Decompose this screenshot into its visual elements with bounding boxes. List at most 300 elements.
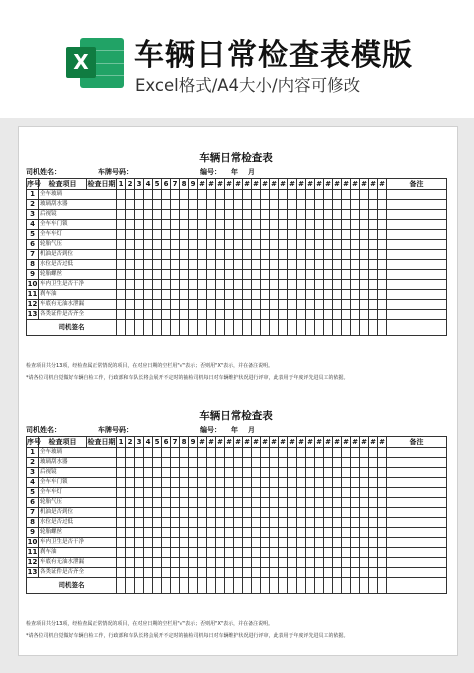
check-cell[interactable] [153, 310, 162, 320]
signature-cell[interactable] [234, 320, 243, 336]
check-cell[interactable] [135, 568, 144, 578]
check-cell[interactable] [189, 280, 198, 290]
check-cell[interactable] [144, 508, 153, 518]
check-cell[interactable] [234, 220, 243, 230]
check-cell[interactable] [315, 568, 324, 578]
check-cell[interactable] [333, 518, 342, 528]
check-cell[interactable] [252, 230, 261, 240]
check-cell[interactable] [216, 568, 225, 578]
check-cell[interactable] [342, 548, 351, 558]
check-cell[interactable] [126, 230, 135, 240]
check-cell[interactable] [225, 468, 234, 478]
check-cell[interactable] [144, 548, 153, 558]
check-cell[interactable] [171, 568, 180, 578]
check-cell[interactable] [252, 548, 261, 558]
check-cell[interactable] [207, 300, 216, 310]
check-cell[interactable] [243, 528, 252, 538]
check-cell[interactable] [207, 210, 216, 220]
check-cell[interactable] [315, 190, 324, 200]
check-cell[interactable] [171, 458, 180, 468]
check-cell[interactable] [180, 548, 189, 558]
check-cell[interactable] [171, 280, 180, 290]
check-cell[interactable] [261, 518, 270, 528]
check-cell[interactable] [243, 230, 252, 240]
check-cell[interactable] [243, 488, 252, 498]
check-cell[interactable] [279, 528, 288, 538]
check-cell[interactable] [342, 300, 351, 310]
check-cell[interactable] [198, 498, 207, 508]
check-cell[interactable] [135, 498, 144, 508]
check-cell[interactable] [153, 240, 162, 250]
check-cell[interactable] [126, 310, 135, 320]
check-cell[interactable] [279, 488, 288, 498]
check-cell[interactable] [315, 260, 324, 270]
check-cell[interactable] [261, 468, 270, 478]
check-cell[interactable] [171, 190, 180, 200]
check-cell[interactable] [144, 260, 153, 270]
check-cell[interactable] [306, 310, 315, 320]
check-cell[interactable] [234, 260, 243, 270]
check-cell[interactable] [378, 568, 387, 578]
check-cell[interactable] [153, 260, 162, 270]
check-cell[interactable] [144, 448, 153, 458]
check-cell[interactable] [198, 478, 207, 488]
check-cell[interactable] [117, 458, 126, 468]
check-cell[interactable] [243, 448, 252, 458]
check-cell[interactable] [171, 558, 180, 568]
check-cell[interactable] [315, 210, 324, 220]
check-cell[interactable] [126, 548, 135, 558]
check-cell[interactable] [189, 458, 198, 468]
remark-cell[interactable] [387, 518, 447, 528]
check-cell[interactable] [180, 210, 189, 220]
check-cell[interactable] [126, 190, 135, 200]
check-cell[interactable] [297, 210, 306, 220]
check-cell[interactable] [126, 250, 135, 260]
check-cell[interactable] [216, 210, 225, 220]
check-cell[interactable] [126, 280, 135, 290]
check-cell[interactable] [351, 270, 360, 280]
check-cell[interactable] [126, 260, 135, 270]
check-cell[interactable] [243, 538, 252, 548]
signature-cell[interactable] [288, 578, 297, 594]
check-cell[interactable] [324, 290, 333, 300]
check-cell[interactable] [315, 488, 324, 498]
check-cell[interactable] [135, 260, 144, 270]
check-cell[interactable] [135, 528, 144, 538]
check-cell[interactable] [216, 468, 225, 478]
check-cell[interactable] [126, 200, 135, 210]
check-cell[interactable] [306, 230, 315, 240]
check-cell[interactable] [369, 230, 378, 240]
check-cell[interactable] [189, 468, 198, 478]
check-cell[interactable] [135, 448, 144, 458]
check-cell[interactable] [351, 220, 360, 230]
check-cell[interactable] [189, 518, 198, 528]
check-cell[interactable] [342, 260, 351, 270]
check-cell[interactable] [252, 200, 261, 210]
check-cell[interactable] [279, 518, 288, 528]
check-cell[interactable] [135, 290, 144, 300]
check-cell[interactable] [324, 300, 333, 310]
check-cell[interactable] [171, 518, 180, 528]
check-cell[interactable] [180, 290, 189, 300]
check-cell[interactable] [351, 200, 360, 210]
signature-cell[interactable] [315, 320, 324, 336]
check-cell[interactable] [369, 498, 378, 508]
check-cell[interactable] [162, 498, 171, 508]
check-cell[interactable] [252, 300, 261, 310]
check-cell[interactable] [270, 200, 279, 210]
check-cell[interactable] [180, 260, 189, 270]
check-cell[interactable] [243, 558, 252, 568]
check-cell[interactable] [180, 300, 189, 310]
check-cell[interactable] [189, 270, 198, 280]
check-cell[interactable] [126, 458, 135, 468]
check-cell[interactable] [180, 310, 189, 320]
signature-remark-cell[interactable] [387, 320, 447, 336]
check-cell[interactable] [315, 548, 324, 558]
signature-cell[interactable] [162, 578, 171, 594]
check-cell[interactable] [333, 448, 342, 458]
check-cell[interactable] [342, 250, 351, 260]
check-cell[interactable] [315, 300, 324, 310]
signature-cell[interactable] [126, 320, 135, 336]
check-cell[interactable] [279, 240, 288, 250]
remark-cell[interactable] [387, 190, 447, 200]
check-cell[interactable] [189, 230, 198, 240]
check-cell[interactable] [351, 568, 360, 578]
check-cell[interactable] [360, 210, 369, 220]
check-cell[interactable] [117, 190, 126, 200]
check-cell[interactable] [135, 300, 144, 310]
signature-cell[interactable] [270, 320, 279, 336]
signature-cell[interactable] [153, 320, 162, 336]
signature-cell[interactable] [315, 578, 324, 594]
check-cell[interactable] [324, 260, 333, 270]
check-cell[interactable] [216, 280, 225, 290]
check-cell[interactable] [315, 528, 324, 538]
check-cell[interactable] [261, 280, 270, 290]
check-cell[interactable] [360, 478, 369, 488]
check-cell[interactable] [342, 448, 351, 458]
check-cell[interactable] [297, 538, 306, 548]
check-cell[interactable] [216, 190, 225, 200]
check-cell[interactable] [225, 210, 234, 220]
check-cell[interactable] [198, 310, 207, 320]
check-cell[interactable] [360, 240, 369, 250]
signature-cell[interactable] [261, 578, 270, 594]
check-cell[interactable] [225, 270, 234, 280]
check-cell[interactable] [252, 458, 261, 468]
check-cell[interactable] [216, 220, 225, 230]
signature-cell[interactable] [261, 320, 270, 336]
check-cell[interactable] [288, 528, 297, 538]
check-cell[interactable] [252, 558, 261, 568]
check-cell[interactable] [270, 568, 279, 578]
check-cell[interactable] [342, 310, 351, 320]
check-cell[interactable] [270, 270, 279, 280]
check-cell[interactable] [126, 498, 135, 508]
check-cell[interactable] [378, 508, 387, 518]
check-cell[interactable] [180, 280, 189, 290]
check-cell[interactable] [378, 290, 387, 300]
check-cell[interactable] [261, 548, 270, 558]
check-cell[interactable] [306, 260, 315, 270]
check-cell[interactable] [306, 220, 315, 230]
check-cell[interactable] [171, 200, 180, 210]
check-cell[interactable] [378, 548, 387, 558]
check-cell[interactable] [315, 280, 324, 290]
check-cell[interactable] [144, 568, 153, 578]
check-cell[interactable] [306, 200, 315, 210]
check-cell[interactable] [297, 448, 306, 458]
check-cell[interactable] [207, 220, 216, 230]
check-cell[interactable] [279, 508, 288, 518]
check-cell[interactable] [333, 478, 342, 488]
check-cell[interactable] [207, 558, 216, 568]
check-cell[interactable] [216, 310, 225, 320]
check-cell[interactable] [261, 310, 270, 320]
signature-cell[interactable] [171, 320, 180, 336]
check-cell[interactable] [297, 250, 306, 260]
check-cell[interactable] [369, 190, 378, 200]
signature-cell[interactable] [360, 320, 369, 336]
check-cell[interactable] [234, 548, 243, 558]
check-cell[interactable] [306, 568, 315, 578]
check-cell[interactable] [261, 240, 270, 250]
check-cell[interactable] [261, 260, 270, 270]
check-cell[interactable] [234, 200, 243, 210]
check-cell[interactable] [153, 548, 162, 558]
check-cell[interactable] [279, 280, 288, 290]
check-cell[interactable] [288, 448, 297, 458]
check-cell[interactable] [225, 280, 234, 290]
signature-cell[interactable] [324, 578, 333, 594]
check-cell[interactable] [234, 518, 243, 528]
check-cell[interactable] [234, 270, 243, 280]
signature-cell[interactable] [198, 578, 207, 594]
check-cell[interactable] [216, 508, 225, 518]
check-cell[interactable] [216, 478, 225, 488]
check-cell[interactable] [333, 310, 342, 320]
check-cell[interactable] [324, 230, 333, 240]
check-cell[interactable] [342, 518, 351, 528]
check-cell[interactable] [207, 568, 216, 578]
check-cell[interactable] [216, 488, 225, 498]
check-cell[interactable] [315, 458, 324, 468]
check-cell[interactable] [333, 200, 342, 210]
check-cell[interactable] [378, 458, 387, 468]
check-cell[interactable] [279, 310, 288, 320]
check-cell[interactable] [180, 250, 189, 260]
check-cell[interactable] [135, 468, 144, 478]
check-cell[interactable] [306, 280, 315, 290]
signature-cell[interactable] [252, 578, 261, 594]
check-cell[interactable] [378, 230, 387, 240]
check-cell[interactable] [171, 528, 180, 538]
check-cell[interactable] [333, 270, 342, 280]
check-cell[interactable] [243, 300, 252, 310]
check-cell[interactable] [135, 190, 144, 200]
check-cell[interactable] [279, 190, 288, 200]
check-cell[interactable] [360, 230, 369, 240]
check-cell[interactable] [126, 538, 135, 548]
check-cell[interactable] [288, 568, 297, 578]
check-cell[interactable] [369, 508, 378, 518]
check-cell[interactable] [171, 468, 180, 478]
check-cell[interactable] [144, 220, 153, 230]
check-cell[interactable] [297, 498, 306, 508]
check-cell[interactable] [288, 538, 297, 548]
check-cell[interactable] [378, 240, 387, 250]
check-cell[interactable] [306, 270, 315, 280]
check-cell[interactable] [189, 300, 198, 310]
check-cell[interactable] [369, 280, 378, 290]
check-cell[interactable] [288, 310, 297, 320]
check-cell[interactable] [360, 300, 369, 310]
check-cell[interactable] [252, 290, 261, 300]
check-cell[interactable] [261, 190, 270, 200]
check-cell[interactable] [342, 528, 351, 538]
check-cell[interactable] [144, 478, 153, 488]
remark-cell[interactable] [387, 220, 447, 230]
check-cell[interactable] [234, 448, 243, 458]
remark-cell[interactable] [387, 548, 447, 558]
check-cell[interactable] [243, 250, 252, 260]
check-cell[interactable] [171, 310, 180, 320]
check-cell[interactable] [162, 240, 171, 250]
check-cell[interactable] [234, 250, 243, 260]
check-cell[interactable] [360, 220, 369, 230]
check-cell[interactable] [333, 538, 342, 548]
check-cell[interactable] [270, 478, 279, 488]
check-cell[interactable] [279, 478, 288, 488]
check-cell[interactable] [288, 240, 297, 250]
check-cell[interactable] [270, 280, 279, 290]
check-cell[interactable] [144, 518, 153, 528]
check-cell[interactable] [369, 260, 378, 270]
check-cell[interactable] [315, 240, 324, 250]
check-cell[interactable] [315, 250, 324, 260]
check-cell[interactable] [189, 448, 198, 458]
check-cell[interactable] [369, 478, 378, 488]
check-cell[interactable] [306, 448, 315, 458]
check-cell[interactable] [342, 190, 351, 200]
check-cell[interactable] [252, 448, 261, 458]
check-cell[interactable] [198, 508, 207, 518]
check-cell[interactable] [378, 488, 387, 498]
check-cell[interactable] [288, 558, 297, 568]
check-cell[interactable] [135, 558, 144, 568]
check-cell[interactable] [333, 528, 342, 538]
check-cell[interactable] [117, 260, 126, 270]
signature-cell[interactable] [297, 578, 306, 594]
check-cell[interactable] [117, 240, 126, 250]
check-cell[interactable] [198, 558, 207, 568]
check-cell[interactable] [198, 548, 207, 558]
check-cell[interactable] [288, 478, 297, 488]
check-cell[interactable] [117, 468, 126, 478]
check-cell[interactable] [198, 260, 207, 270]
signature-cell[interactable] [297, 320, 306, 336]
check-cell[interactable] [351, 468, 360, 478]
check-cell[interactable] [288, 270, 297, 280]
check-cell[interactable] [369, 448, 378, 458]
remark-cell[interactable] [387, 260, 447, 270]
check-cell[interactable] [207, 518, 216, 528]
check-cell[interactable] [279, 250, 288, 260]
check-cell[interactable] [207, 230, 216, 240]
check-cell[interactable] [342, 498, 351, 508]
check-cell[interactable] [207, 548, 216, 558]
check-cell[interactable] [117, 488, 126, 498]
check-cell[interactable] [261, 300, 270, 310]
check-cell[interactable] [207, 538, 216, 548]
check-cell[interactable] [324, 488, 333, 498]
check-cell[interactable] [180, 468, 189, 478]
check-cell[interactable] [378, 448, 387, 458]
signature-cell[interactable] [189, 320, 198, 336]
check-cell[interactable] [270, 548, 279, 558]
check-cell[interactable] [378, 210, 387, 220]
check-cell[interactable] [261, 558, 270, 568]
remark-cell[interactable] [387, 468, 447, 478]
signature-cell[interactable] [207, 320, 216, 336]
check-cell[interactable] [117, 310, 126, 320]
check-cell[interactable] [135, 280, 144, 290]
check-cell[interactable] [126, 508, 135, 518]
check-cell[interactable] [333, 300, 342, 310]
check-cell[interactable] [189, 240, 198, 250]
check-cell[interactable] [279, 538, 288, 548]
check-cell[interactable] [324, 250, 333, 260]
signature-remark-cell[interactable] [387, 578, 447, 594]
check-cell[interactable] [216, 230, 225, 240]
check-cell[interactable] [225, 568, 234, 578]
check-cell[interactable] [162, 548, 171, 558]
check-cell[interactable] [369, 468, 378, 478]
check-cell[interactable] [360, 260, 369, 270]
check-cell[interactable] [324, 190, 333, 200]
check-cell[interactable] [135, 270, 144, 280]
signature-cell[interactable] [351, 578, 360, 594]
check-cell[interactable] [378, 280, 387, 290]
check-cell[interactable] [144, 270, 153, 280]
check-cell[interactable] [117, 230, 126, 240]
check-cell[interactable] [243, 458, 252, 468]
check-cell[interactable] [378, 468, 387, 478]
check-cell[interactable] [369, 458, 378, 468]
check-cell[interactable] [207, 458, 216, 468]
check-cell[interactable] [144, 210, 153, 220]
check-cell[interactable] [288, 190, 297, 200]
check-cell[interactable] [225, 260, 234, 270]
check-cell[interactable] [144, 200, 153, 210]
check-cell[interactable] [207, 200, 216, 210]
check-cell[interactable] [270, 250, 279, 260]
check-cell[interactable] [315, 230, 324, 240]
check-cell[interactable] [180, 448, 189, 458]
signature-cell[interactable] [360, 578, 369, 594]
check-cell[interactable] [198, 300, 207, 310]
check-cell[interactable] [162, 468, 171, 478]
check-cell[interactable] [225, 548, 234, 558]
check-cell[interactable] [153, 270, 162, 280]
check-cell[interactable] [243, 518, 252, 528]
check-cell[interactable] [135, 310, 144, 320]
signature-cell[interactable] [162, 320, 171, 336]
